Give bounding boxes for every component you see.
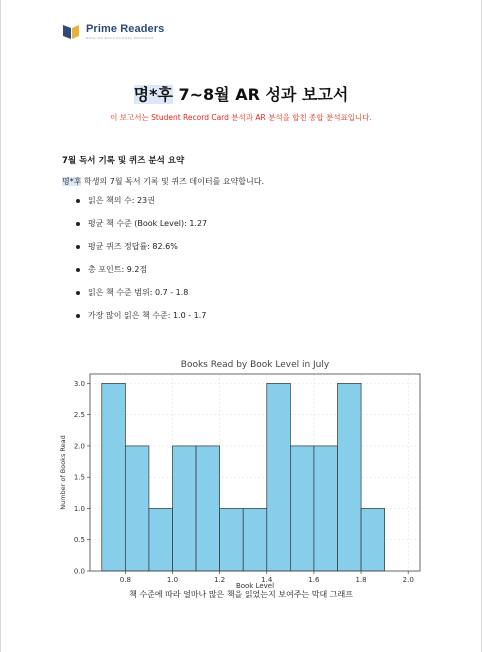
histogram-bar <box>220 508 244 571</box>
histogram-bar <box>267 383 291 571</box>
x-tick-label: 1.0 <box>166 576 179 584</box>
histogram-bar <box>102 383 126 571</box>
histogram-bar <box>361 508 385 571</box>
stat-avg-book-level: 평균 책 수준 (Book Level): 1.27 <box>62 217 207 240</box>
x-tick-label: 1.8 <box>355 576 367 584</box>
y-tick-label: 0.5 <box>73 536 85 545</box>
y-axis-label: Number of Books Read <box>59 435 67 510</box>
x-tick-label: 2.0 <box>402 576 414 584</box>
x-tick-label: 1.2 <box>214 576 226 584</box>
summary-intro <box>62 176 264 187</box>
stat-books-read: 읽은 책의 수: 23권 <box>62 194 207 217</box>
report-title <box>0 82 482 105</box>
histogram-bar <box>196 446 220 571</box>
stat-total-points: 총 포인트: 9.2점 <box>62 263 207 286</box>
intro-student-name: 명*후 <box>62 177 82 186</box>
y-tick-label: 2.0 <box>73 442 85 451</box>
y-tick-label: 0.0 <box>73 567 85 576</box>
books-by-level-chart <box>56 352 428 594</box>
x-tick-label: 1.4 <box>261 576 273 584</box>
histogram-bar <box>243 508 267 571</box>
x-tick-label: 0.8 <box>119 576 131 584</box>
histogram-bar <box>338 383 362 571</box>
summary-list <box>62 194 207 332</box>
y-tick-label: 1.0 <box>73 504 85 513</box>
y-tick-label: 3.0 <box>73 379 85 388</box>
stat-level-range: 읽은 책 수준 범위: 0.7 - 1.8 <box>62 286 207 309</box>
book-icon <box>62 24 80 40</box>
histogram-bar <box>173 446 197 571</box>
x-axis-label: Book Level <box>235 582 275 590</box>
x-tick-label: 1.6 <box>308 576 320 584</box>
stat-avg-quiz-score: 평균 퀴즈 정답률: 82.6% <box>62 240 207 263</box>
stat-most-read-level: 가장 많이 읽은 책 수준: 1.0 - 1.7 <box>62 309 207 332</box>
histogram-bar <box>314 446 338 571</box>
chart-title: Books Read by Book Level in July <box>180 360 330 370</box>
student-name: 명*후 <box>133 85 173 104</box>
report-subtitle: 이 보고서는 Student Record Card 분석과 AR 분석을 합친 종합 분석표입니다. <box>110 113 372 122</box>
y-tick-label: 1.5 <box>73 473 85 482</box>
brand-name: Prime Readers <box>86 23 165 35</box>
y-tick-label: 2.5 <box>73 411 85 420</box>
report-title-text: 7~8월 AR 성과 보고서 <box>172 85 349 104</box>
brand-logo <box>62 24 164 40</box>
histogram-bar <box>290 446 314 571</box>
section-heading: 7월 독서 기록 및 퀴즈 분석 요약 <box>62 156 185 166</box>
brand-tagline: ENGLISH EDUCATIONAL PROGRAM <box>86 36 154 40</box>
histogram-bar <box>125 446 149 571</box>
chart-caption: 책 수준에 따라 얼마나 많은 책을 읽었는지 보여주는 막대 그래프 <box>129 590 353 599</box>
intro-text: 학생의 7월 독서 기록 및 퀴즈 데이터를 요약합니다. <box>81 177 265 186</box>
histogram-bar <box>149 508 173 571</box>
